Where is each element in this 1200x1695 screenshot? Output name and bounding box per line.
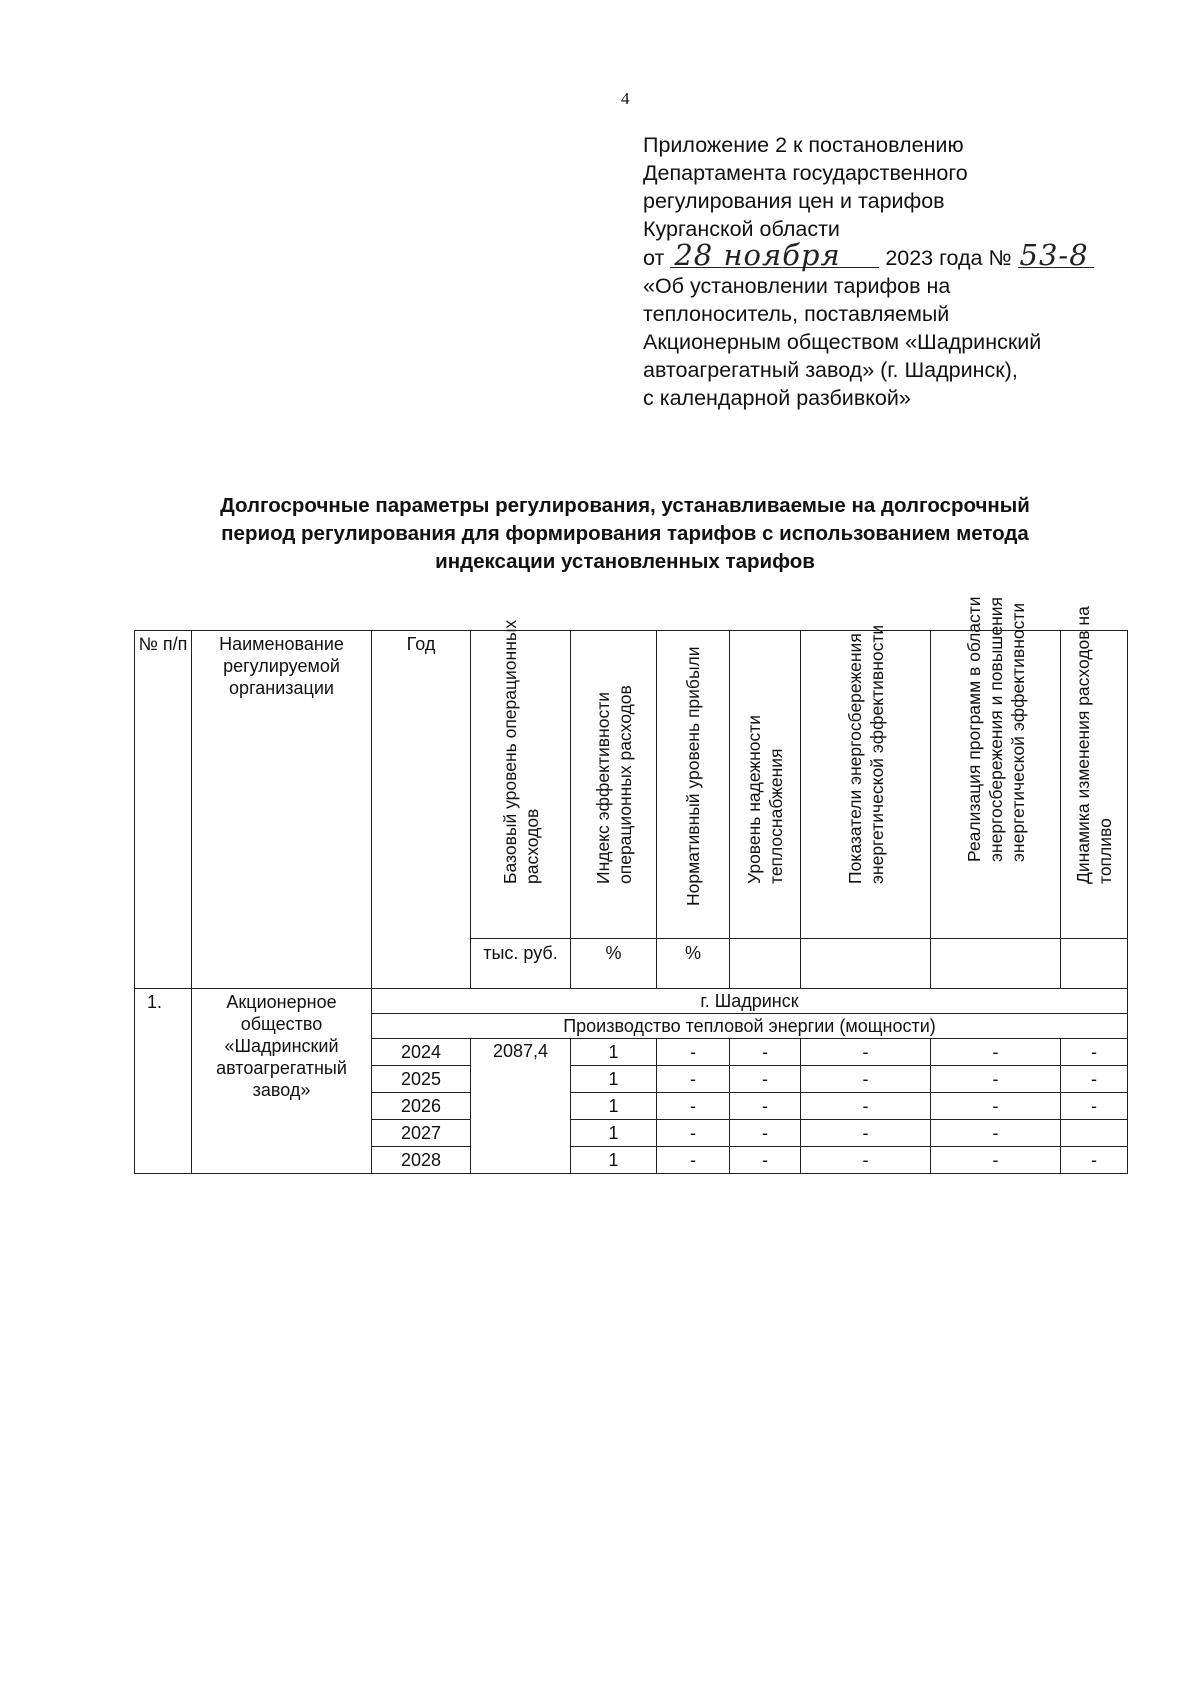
activity-label: Производство тепловой энергии (мощности): [372, 1014, 1128, 1039]
header-index: Индекс эффективности операционных расходов: [592, 685, 635, 884]
reliability-cell: -: [730, 1120, 801, 1147]
programs-cell: -: [931, 1093, 1061, 1120]
profit-cell: -: [657, 1039, 730, 1066]
energy-cell: -: [801, 1120, 931, 1147]
fuel-cell: -: [1061, 1147, 1128, 1174]
programs-cell: -: [931, 1039, 1061, 1066]
appendix-line-8: Акционерным обществом «Шадринский: [643, 330, 1042, 354]
header-fuel: Динамика изменения расходов на топливо: [1073, 606, 1115, 884]
city-row: [135, 989, 1128, 1014]
parameters-table: [134, 596, 1128, 1174]
appendix-line-9: автоагрегатный завод» (г. Шадринск),: [643, 358, 1018, 382]
header-row: [135, 631, 1128, 939]
reliability-cell: -: [730, 1147, 801, 1174]
reliability-cell: -: [730, 1066, 801, 1093]
year-text: 2023 года №: [885, 246, 1012, 270]
index-cell: 1: [571, 1120, 657, 1147]
header-fuel-cell: [1061, 606, 1128, 939]
handwritten-number: 53-8: [1018, 243, 1094, 268]
header-year: Год: [372, 631, 471, 989]
index-cell: 1: [571, 1147, 657, 1174]
appendix-block: [643, 131, 1163, 412]
header-profit: Нормативный уровень прибыли: [683, 646, 703, 906]
organization-name: Акционерное общество «Шадринский автоагрегатный завод»: [192, 989, 372, 1174]
unit-profit: %: [657, 939, 730, 989]
unit-base: тыс. руб.: [471, 939, 571, 989]
unit-empty: [1061, 939, 1128, 989]
from-prefix: от: [643, 246, 665, 270]
title-line-1: Долгосрочные параметры регулирования, устанавливаемые на долгосрочный: [220, 494, 1030, 517]
energy-cell: -: [801, 1066, 931, 1093]
page-number: 4: [621, 89, 630, 108]
header-reliability: Уровень надежности теплоснабжения: [744, 714, 786, 884]
index-cell: 1: [571, 1093, 657, 1120]
base-value: 2087,4: [471, 1039, 571, 1174]
header-base-cell: [471, 619, 571, 939]
appendix-line-10: с календарной разбивкой»: [643, 386, 911, 410]
year-cell: 2024: [372, 1039, 471, 1066]
row-number: 1.: [135, 989, 192, 1174]
profit-cell: -: [657, 1066, 730, 1093]
appendix-date-line: [643, 238, 1163, 272]
header-programs-cell: [931, 596, 1061, 939]
profit-cell: -: [657, 1093, 730, 1120]
index-cell: 1: [571, 1066, 657, 1093]
appendix-line-3: регулирования цен и тарифов: [643, 189, 945, 213]
handwritten-date: 28 ноября: [670, 243, 879, 268]
fuel-cell: [1061, 1120, 1128, 1147]
appendix-line-1: Приложение 2 к постановлению: [643, 133, 964, 157]
profit-cell: -: [657, 1147, 730, 1174]
header-index-cell: [571, 631, 657, 939]
energy-cell: -: [801, 1039, 931, 1066]
energy-cell: -: [801, 1147, 931, 1174]
unit-index: %: [571, 939, 657, 989]
appendix-line-7: теплоноситель, поставляемый: [643, 302, 950, 326]
unit-empty: [931, 939, 1061, 989]
city-label: г. Шадринск: [372, 989, 1128, 1014]
appendix-line-4: Курганской области: [643, 217, 840, 241]
fuel-cell: -: [1061, 1039, 1128, 1066]
header-energy: Показатели энергосбережения энергетической эффективности: [844, 624, 887, 884]
header-reliability-cell: [730, 631, 801, 939]
title-line-3: индексации установленных тарифов: [435, 550, 815, 573]
header-org: Наименование регулируемой организации: [192, 631, 372, 989]
index-cell: 1: [571, 1039, 657, 1066]
title-line-2: период регулирования для формирования тарифов с использованием метода: [221, 522, 1029, 545]
programs-cell: -: [931, 1066, 1061, 1093]
header-num: № п/п: [135, 631, 192, 989]
energy-cell: -: [801, 1093, 931, 1120]
header-energy-cell: [801, 624, 931, 939]
appendix-line-2: Департамента государственного: [643, 161, 968, 185]
year-cell: 2026: [372, 1093, 471, 1120]
fuel-cell: -: [1061, 1066, 1128, 1093]
header-profit-cell: [657, 631, 730, 939]
year-cell: 2025: [372, 1066, 471, 1093]
appendix-line-6: «Об установлении тарифов на: [643, 274, 951, 298]
year-cell: 2027: [372, 1120, 471, 1147]
reliability-cell: -: [730, 1093, 801, 1120]
header-base: Базовый уровень операционных расходов: [499, 619, 542, 884]
unit-empty: [730, 939, 801, 989]
profit-cell: -: [657, 1120, 730, 1147]
fuel-cell: -: [1061, 1093, 1128, 1120]
programs-cell: -: [931, 1120, 1061, 1147]
header-programs: Реализация программ в области энергосбережения и повышения энергетической эффективности: [963, 596, 1028, 862]
unit-empty: [801, 939, 931, 989]
programs-cell: -: [931, 1147, 1061, 1174]
year-cell: 2028: [372, 1147, 471, 1174]
document-title: [130, 492, 1120, 576]
reliability-cell: -: [730, 1039, 801, 1066]
